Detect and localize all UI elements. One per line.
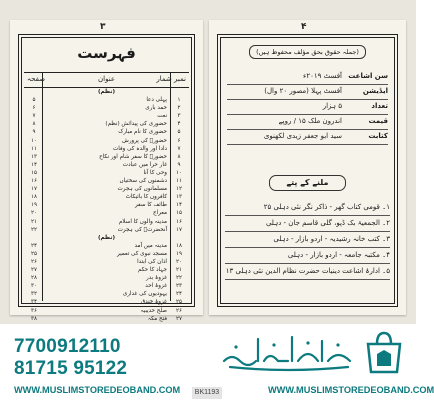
contents-row xyxy=(24,258,189,266)
contents-row-topic: جہاد کا حکم xyxy=(137,267,167,274)
contents-row-page: ۱۸ xyxy=(30,194,37,201)
detail-label: تعداد xyxy=(371,102,388,110)
contents-row-page: ۱۹ xyxy=(30,202,37,209)
address-title: ملنے کے پتے xyxy=(286,178,329,187)
contents-table xyxy=(24,88,189,323)
detail-label: ایڈیشن xyxy=(362,87,388,95)
contents-row-topic: نعت xyxy=(157,113,167,120)
contents-row xyxy=(24,145,189,153)
contents-row xyxy=(24,112,189,120)
contents-row-topic: حضوری کا نام مبارک xyxy=(118,129,167,136)
contents-row xyxy=(24,153,189,161)
contents-row-serial: ۱۵ xyxy=(175,210,182,217)
contents-row xyxy=(24,161,189,169)
contents-row-topic: طائف کا سفر xyxy=(134,202,167,209)
detail-value: سید ابو جعفر زیدی لکھنوی xyxy=(263,132,342,140)
detail-label: کتابت xyxy=(368,132,388,140)
contents-row xyxy=(24,96,189,104)
contents-row-serial: ۱۳ xyxy=(175,194,182,201)
contents-row-topic: غار حرا میں عبادت xyxy=(122,161,167,168)
contents-row-serial: ۱۴ xyxy=(175,202,182,209)
column-topic: عنوان xyxy=(98,75,115,83)
contents-row-page: ۳۶ xyxy=(30,307,37,314)
contents-row-topic: حضوری کی پیدائش (نظم) xyxy=(105,121,167,128)
contents-row-topic: غزوۂ بدر xyxy=(146,275,167,282)
store-logo-calligraphy-icon xyxy=(218,331,358,373)
contents-row-page: ۲۰ xyxy=(30,210,37,217)
contents-row-topic: مسجد نبوی کی تعمیر xyxy=(117,250,167,257)
contents-row-serial: ۲۲ xyxy=(175,275,182,282)
contents-row-topic: دادا اور والدہ کی وفات xyxy=(112,145,167,152)
contents-row-page: ۲۴ xyxy=(30,242,37,249)
contents-row-serial: ۱۹ xyxy=(175,250,182,257)
contents-row-serial: ۲۶ xyxy=(175,307,182,314)
publication-detail-row xyxy=(227,85,388,100)
contents-row xyxy=(24,128,189,136)
contents-row-serial: ۱۸ xyxy=(175,242,182,249)
contents-row-serial: ۸ xyxy=(177,153,181,160)
contents-row-serial: ۱۰ xyxy=(175,169,182,176)
contents-row-serial: ۲۴ xyxy=(175,291,182,298)
contents-row-page: ۱۳ xyxy=(30,153,37,160)
contents-row-page: ۱۱ xyxy=(30,145,37,152)
address-item: ۲۔ الجمعیۃ بک ڈپو، گلی قاسم جان - دہلی xyxy=(225,216,390,232)
contents-row xyxy=(24,315,189,323)
contents-row-page: ۱۷ xyxy=(30,186,37,193)
contents-row-serial: ۲ xyxy=(177,105,181,112)
address-item: ۵۔ ادارۂ اشاعت دینیات حضرت نظام الدین نئی دہلی ۱۳ xyxy=(225,264,390,280)
contents-row-topic: مدینہ والوں کا اسلام xyxy=(118,218,167,225)
address-item: ۴۔ مکتبہ جامعہ - اردو بازار - دہلی xyxy=(225,248,390,264)
detail-label: قیمت xyxy=(368,117,388,125)
contents-row-page: ۲۵ xyxy=(30,250,37,257)
phone-number-1[interactable]: 7700912110 xyxy=(14,336,121,357)
contents-row xyxy=(24,290,189,298)
contents-row-page: ۳۸ xyxy=(30,315,37,322)
product-sku-badge: BK1193 xyxy=(192,387,222,399)
detail-value: ۵ ہزار xyxy=(322,102,342,110)
detail-value: اندرون ملک ۱۵ / روپے xyxy=(278,117,342,125)
contents-row-page: ۱۴ xyxy=(30,161,37,168)
phone-number-2[interactable]: 81715 95122 xyxy=(14,358,128,379)
detail-value: آفسٹ ۲۰۱۹ء xyxy=(303,72,342,80)
address-list xyxy=(225,200,390,280)
contents-row-page: ۱۵ xyxy=(30,169,37,176)
contents-row-page: ۵ xyxy=(32,97,36,104)
contents-row-page: ۱۰ xyxy=(30,137,37,144)
contents-row-topic: مدینہ میں آمد xyxy=(134,242,167,249)
website-link[interactable]: WWW.MUSLIMSTOREDEOBAND.COM xyxy=(14,385,181,395)
contents-row-topic: وحی کا آنا xyxy=(143,169,167,176)
contents-row-topic: معراج xyxy=(153,210,167,217)
contents-row-serial: ۲۷ xyxy=(175,315,182,322)
contents-row-topic: غزوۂ احد xyxy=(145,283,167,290)
contents-row xyxy=(24,266,189,274)
contents-row-page: ۲۷ xyxy=(30,267,37,274)
contents-row-serial: ۱۱ xyxy=(175,178,182,185)
contents-row-serial: ۱۷ xyxy=(175,226,182,233)
store-logo xyxy=(218,331,358,373)
column-page: صفحہ xyxy=(27,75,46,83)
publication-detail-row xyxy=(227,115,388,130)
contents-section-heading xyxy=(24,234,189,242)
contents-row-topic: اذان کی ابتدا xyxy=(137,258,167,265)
contents-row-topic: مسلمانوں کی ہجرت xyxy=(117,186,167,193)
contents-row-serial: ۱ xyxy=(177,97,181,104)
contents-row-page: ۳۰ xyxy=(30,283,37,290)
contents-row-topic: حضورؐ کی پرورش xyxy=(121,137,167,144)
contents-row-serial: ۵ xyxy=(177,129,181,136)
contents-row xyxy=(24,120,189,128)
contents-row-topic: کافروں کا بائیکاٹ xyxy=(125,194,167,201)
contents-row xyxy=(24,193,189,201)
contents-row-topic: (نظم) xyxy=(97,89,116,95)
contents-row-topic: یہودیوں کی غداری xyxy=(122,291,167,298)
contents-row-topic: (نظم) xyxy=(97,234,116,241)
contents-row-page: ۳۲ xyxy=(30,291,37,298)
website-link-secondary[interactable]: WWW.MUSLIMSTOREDEOBAND.COM xyxy=(268,385,434,395)
contents-row xyxy=(24,218,189,226)
contents-row xyxy=(24,104,189,112)
contents-row-serial: ۶ xyxy=(177,137,181,144)
contents-row-serial: ۲۰ xyxy=(175,258,182,265)
shopping-bag-icon xyxy=(364,330,404,378)
contents-row-serial: ۲۳ xyxy=(175,283,182,290)
contents-row-serial: ۱۲ xyxy=(175,186,182,193)
contents-row-serial: ۱۶ xyxy=(175,218,182,225)
contents-row-topic: صلح حدیبیہ xyxy=(140,307,167,314)
contents-row-page: ۹ xyxy=(32,129,36,136)
contents-row-page: ۱۶ xyxy=(30,178,37,185)
contents-row-serial: ۷ xyxy=(177,145,181,152)
contents-row xyxy=(24,274,189,282)
publication-detail-row xyxy=(227,130,388,145)
contents-row-serial: ۴ xyxy=(177,121,181,128)
contents-row xyxy=(24,226,189,234)
contents-page xyxy=(10,20,203,322)
contents-row xyxy=(24,242,189,250)
contents-row xyxy=(24,201,189,209)
contents-row-serial: ۳ xyxy=(177,113,181,120)
address-item: ۳۔ کتب خانہ رشیدیہ - اردو بازار - دہلی xyxy=(225,232,390,248)
detail-label: سن اشاعت xyxy=(348,72,388,80)
contents-row-topic: پہلی دعا xyxy=(146,97,167,104)
contents-row-page: ۷ xyxy=(32,113,36,120)
contents-row-topic: حضورؐ کا سفر شام اور نکاح xyxy=(99,153,167,160)
contents-row-page: ۲۱ xyxy=(30,218,37,225)
contents-row-page: ۲۶ xyxy=(30,258,37,265)
contents-row xyxy=(24,298,189,306)
contents-section-heading xyxy=(24,88,189,96)
detail-value: آفسٹ پہلا (مصور ۲۰ وال) xyxy=(264,87,342,95)
contents-row-page: ۸ xyxy=(32,121,36,128)
contents-row xyxy=(24,209,189,217)
contents-row-serial: ۲۵ xyxy=(175,299,182,306)
contents-row-topic: فتح مکہ xyxy=(147,315,167,322)
publication-detail-row xyxy=(227,100,388,115)
contents-title: فہرست xyxy=(77,44,136,62)
contents-row-serial: ۹ xyxy=(177,161,181,168)
contents-row-topic: آنحضرتؐ کی ہجرت xyxy=(117,226,167,233)
contents-row xyxy=(24,137,189,145)
contents-row-topic: دشمنوں کی سختیاں xyxy=(119,178,167,185)
contents-row xyxy=(24,185,189,193)
imprint-page xyxy=(209,20,406,315)
contents-row-topic: حمد باری xyxy=(145,105,167,112)
contents-row-page: ۲۸ xyxy=(30,275,37,282)
contents-row-serial: ۲۱ xyxy=(175,267,182,274)
contents-row xyxy=(24,169,189,177)
contents-row-page: ۶ xyxy=(32,105,36,112)
publication-detail-row xyxy=(227,70,388,85)
publication-details xyxy=(227,70,388,145)
contents-row xyxy=(24,250,189,258)
contents-row-topic: غزوۂ خندق xyxy=(140,299,167,306)
contents-row xyxy=(24,307,189,315)
page-number: ۳ xyxy=(100,22,106,32)
contents-row-page: ۳۴ xyxy=(30,299,37,306)
rights-notice: (جملہ حقوق بحق مؤلف محفوظ ہیں) xyxy=(256,48,359,56)
column-serial: نمبر شمار xyxy=(156,75,186,83)
contents-row xyxy=(24,282,189,290)
contents-row xyxy=(24,177,189,185)
contents-row-page: ۲۲ xyxy=(30,226,37,233)
page-number: ۴ xyxy=(301,22,307,32)
contents-table-header xyxy=(24,72,189,88)
address-item: ۱۔ قومی کتاب گھر - ذاکر نگر نئی دہلی ۲۵ xyxy=(225,200,390,216)
